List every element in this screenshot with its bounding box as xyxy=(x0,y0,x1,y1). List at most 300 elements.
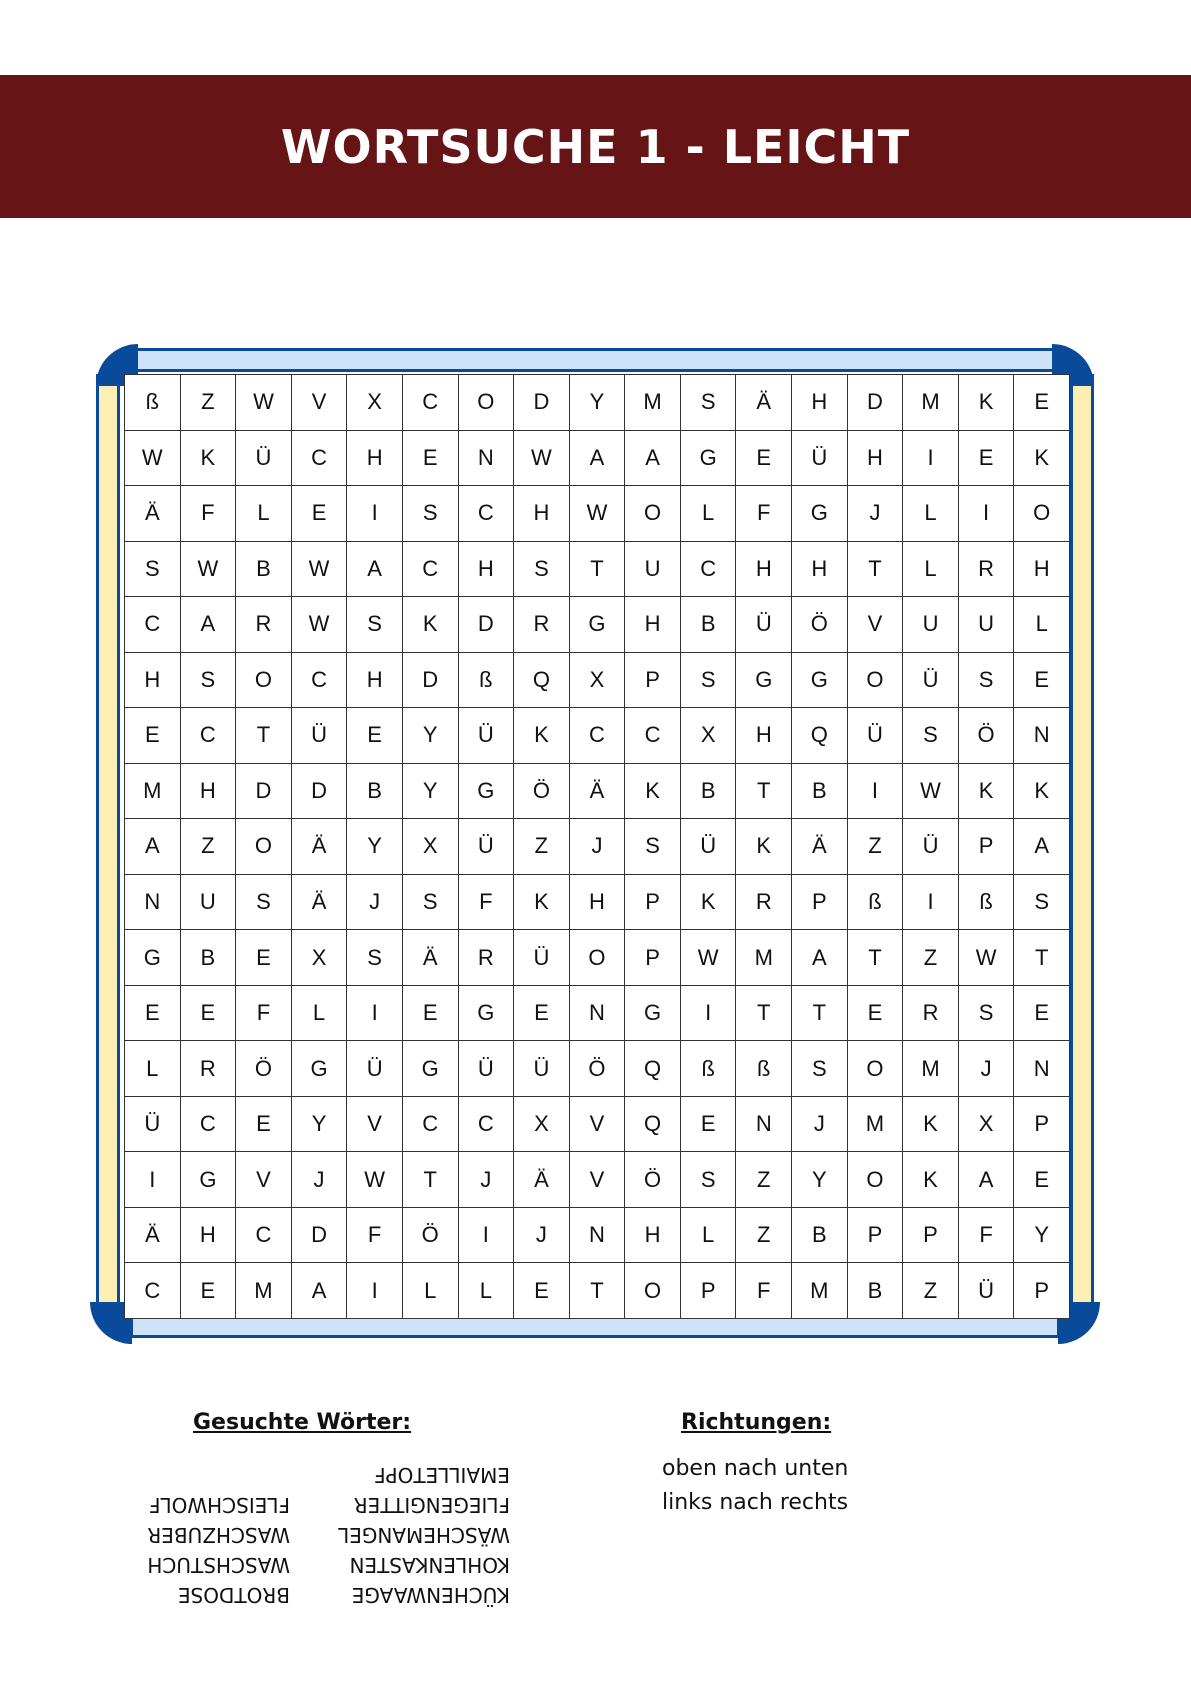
grid-cell[interactable]: G xyxy=(736,653,792,709)
grid-cell[interactable]: M xyxy=(848,1097,904,1153)
grid-cell[interactable]: A xyxy=(181,597,237,653)
grid-cell[interactable]: S xyxy=(181,653,237,709)
grid-cell[interactable]: N xyxy=(459,431,515,487)
grid-cell[interactable]: V xyxy=(848,597,904,653)
word-item: WASCHSTUCH xyxy=(147,1553,290,1577)
grid-cell[interactable]: E xyxy=(236,1097,292,1153)
grid-cell[interactable]: B xyxy=(347,764,403,820)
grid-cell[interactable]: I xyxy=(681,986,737,1042)
grid-cell[interactable]: C xyxy=(570,708,626,764)
grid-cell[interactable]: W xyxy=(681,930,737,986)
grid-cell[interactable]: E xyxy=(403,431,459,487)
grid-cell[interactable]: S xyxy=(959,986,1015,1042)
grid-cell[interactable]: Y xyxy=(347,819,403,875)
grid-cell[interactable]: S xyxy=(514,542,570,598)
grid-cell[interactable]: P xyxy=(625,653,681,709)
grid-cell[interactable]: T xyxy=(848,930,904,986)
grid-cell[interactable]: ß xyxy=(848,875,904,931)
grid-cell[interactable]: Ü xyxy=(292,708,348,764)
grid-cell[interactable]: I xyxy=(848,764,904,820)
grid-cell[interactable]: P xyxy=(1014,1097,1070,1153)
grid-cell[interactable]: T xyxy=(1014,930,1070,986)
grid-cell[interactable]: J xyxy=(347,875,403,931)
grid-cell[interactable]: Ü xyxy=(903,819,959,875)
frame-left-bar xyxy=(96,374,120,1318)
grid-cell[interactable]: C xyxy=(625,708,681,764)
grid-cell[interactable]: G xyxy=(570,597,626,653)
grid-cell[interactable]: ß xyxy=(459,653,515,709)
grid-cell[interactable]: C xyxy=(181,1097,237,1153)
grid-cell[interactable]: Ä xyxy=(736,375,792,431)
grid-cell[interactable]: X xyxy=(570,653,626,709)
grid-cell[interactable]: Y xyxy=(292,1097,348,1153)
grid-cell[interactable]: Z xyxy=(903,930,959,986)
grid-cell[interactable]: W xyxy=(514,431,570,487)
grid-cell[interactable]: Ä xyxy=(570,764,626,820)
grid-cell[interactable]: L xyxy=(403,1263,459,1319)
grid-cell[interactable]: D xyxy=(514,375,570,431)
grid-cell[interactable]: C xyxy=(403,375,459,431)
grid-cell[interactable]: B xyxy=(792,764,848,820)
grid-cell[interactable]: P xyxy=(959,819,1015,875)
grid-cell[interactable]: W xyxy=(181,542,237,598)
grid-cell[interactable]: K xyxy=(903,1152,959,1208)
directions-list xyxy=(662,1452,848,1520)
grid-cell[interactable]: I xyxy=(459,1208,515,1264)
grid-cell[interactable]: F xyxy=(236,986,292,1042)
grid-cell[interactable]: H xyxy=(1014,542,1070,598)
grid-cell[interactable]: C xyxy=(236,1208,292,1264)
grid-cell[interactable]: S xyxy=(1014,875,1070,931)
grid-cell[interactable]: U xyxy=(625,542,681,598)
grid-cell[interactable]: F xyxy=(736,1263,792,1319)
grid-cell[interactable]: Ö xyxy=(625,1152,681,1208)
grid-cell[interactable]: O xyxy=(625,1263,681,1319)
grid-cell[interactable]: G xyxy=(181,1152,237,1208)
grid-cell[interactable]: Ü xyxy=(236,431,292,487)
frame-top-bar xyxy=(130,348,1060,372)
grid-cell[interactable]: C xyxy=(292,431,348,487)
grid-cell[interactable]: M xyxy=(125,764,181,820)
grid-cell[interactable]: D xyxy=(236,764,292,820)
grid-cell[interactable]: O xyxy=(1014,486,1070,542)
grid-cell[interactable]: E xyxy=(1014,653,1070,709)
grid-cell[interactable]: V xyxy=(570,1097,626,1153)
grid-cell[interactable]: A xyxy=(347,542,403,598)
grid-cell[interactable]: K xyxy=(959,375,1015,431)
grid-cell[interactable]: A xyxy=(625,431,681,487)
grid-cell[interactable]: K xyxy=(625,764,681,820)
grid-cell[interactable]: N xyxy=(1014,708,1070,764)
grid-cell[interactable]: F xyxy=(736,486,792,542)
grid-cell[interactable]: F xyxy=(959,1208,1015,1264)
grid-cell[interactable]: ß xyxy=(681,1041,737,1097)
grid-cell[interactable]: H xyxy=(625,1208,681,1264)
grid-cell[interactable]: Ä xyxy=(125,486,181,542)
grid-cell[interactable]: D xyxy=(292,764,348,820)
grid-cell[interactable]: T xyxy=(792,986,848,1042)
grid-cell[interactable]: W xyxy=(347,1152,403,1208)
grid-cell[interactable]: R xyxy=(236,597,292,653)
grid-cell[interactable]: Ü xyxy=(903,653,959,709)
grid-cell[interactable]: U xyxy=(181,875,237,931)
grid-cell[interactable]: Ü xyxy=(736,597,792,653)
grid-cell[interactable]: C xyxy=(459,1097,515,1153)
grid-cell[interactable]: B xyxy=(848,1263,904,1319)
grid-cell[interactable]: G xyxy=(403,1041,459,1097)
grid-cell[interactable]: T xyxy=(570,542,626,598)
grid-cell[interactable]: Z xyxy=(514,819,570,875)
grid-cell[interactable]: B xyxy=(236,542,292,598)
grid-cell[interactable]: F xyxy=(347,1208,403,1264)
grid-cell[interactable]: Ä xyxy=(403,930,459,986)
grid-cell[interactable]: N xyxy=(736,1097,792,1153)
grid-cell[interactable]: K xyxy=(959,764,1015,820)
grid-cell[interactable]: Z xyxy=(736,1152,792,1208)
grid-cell[interactable]: A xyxy=(570,431,626,487)
frame-right-bar xyxy=(1070,374,1094,1318)
grid-cell[interactable]: O xyxy=(236,653,292,709)
grid-cell[interactable]: G xyxy=(125,930,181,986)
word-list-left xyxy=(136,1490,290,1610)
grid-cell[interactable]: E xyxy=(1014,1152,1070,1208)
grid-cell[interactable]: H xyxy=(736,542,792,598)
grid-cell[interactable]: E xyxy=(125,708,181,764)
grid-cell[interactable]: U xyxy=(903,597,959,653)
grid-cell[interactable]: B xyxy=(792,1208,848,1264)
grid-cell[interactable]: R xyxy=(514,597,570,653)
grid-cell[interactable]: L xyxy=(125,1041,181,1097)
grid-cell[interactable]: K xyxy=(1014,431,1070,487)
grid-cell[interactable]: K xyxy=(403,597,459,653)
grid-cell[interactable]: L xyxy=(292,986,348,1042)
grid-cell[interactable]: W xyxy=(959,930,1015,986)
directions-heading: Richtungen: xyxy=(681,1410,832,1435)
grid-cell[interactable]: Q xyxy=(625,1041,681,1097)
grid-cell[interactable]: H xyxy=(625,597,681,653)
grid-cell[interactable]: S xyxy=(959,653,1015,709)
grid-cell[interactable]: E xyxy=(181,986,237,1042)
grid-cell[interactable]: J xyxy=(792,1097,848,1153)
grid-cell[interactable]: G xyxy=(459,764,515,820)
grid-cell[interactable]: T xyxy=(570,1263,626,1319)
grid-cell[interactable]: X xyxy=(681,708,737,764)
grid-cell[interactable]: T xyxy=(736,764,792,820)
grid-cell[interactable]: P xyxy=(903,1208,959,1264)
grid-cell[interactable]: C xyxy=(292,653,348,709)
grid-cell[interactable]: Ü xyxy=(514,1041,570,1097)
grid-cell[interactable]: I xyxy=(347,486,403,542)
grid-cell[interactable]: X xyxy=(959,1097,1015,1153)
grid-cell[interactable]: Q xyxy=(792,708,848,764)
grid-cell[interactable]: K xyxy=(681,875,737,931)
grid-cell[interactable]: W xyxy=(236,375,292,431)
grid-cell[interactable]: S xyxy=(125,542,181,598)
grid-cell[interactable]: O xyxy=(570,930,626,986)
grid-cell[interactable]: Ä xyxy=(514,1152,570,1208)
grid-cell[interactable]: G xyxy=(625,986,681,1042)
grid-cell[interactable]: Ö xyxy=(792,597,848,653)
grid-cell[interactable]: A xyxy=(292,1263,348,1319)
grid-cell[interactable]: D xyxy=(848,375,904,431)
grid-cell[interactable]: Y xyxy=(403,764,459,820)
grid-cell[interactable]: P xyxy=(848,1208,904,1264)
grid-cell[interactable]: H xyxy=(570,875,626,931)
grid-cell[interactable]: Ö xyxy=(403,1208,459,1264)
grid-cell[interactable]: G xyxy=(681,431,737,487)
grid-cell[interactable]: R xyxy=(903,986,959,1042)
grid-cell[interactable]: Ä xyxy=(792,819,848,875)
grid-cell[interactable]: W xyxy=(903,764,959,820)
grid-cell[interactable]: L xyxy=(1014,597,1070,653)
grid-cell[interactable]: K xyxy=(514,708,570,764)
grid-cell[interactable]: Z xyxy=(181,375,237,431)
grid-cell[interactable]: R xyxy=(736,875,792,931)
grid-cell[interactable]: S xyxy=(403,875,459,931)
grid-cell[interactable]: W xyxy=(570,486,626,542)
grid-cell[interactable]: I xyxy=(347,1263,403,1319)
grid-cell[interactable]: L xyxy=(236,486,292,542)
grid-cell[interactable]: R xyxy=(959,542,1015,598)
grid-cell[interactable]: K xyxy=(903,1097,959,1153)
grid-cell[interactable]: B xyxy=(681,597,737,653)
grid-cell[interactable]: X xyxy=(403,819,459,875)
grid-cell[interactable]: E xyxy=(1014,986,1070,1042)
grid-cell[interactable]: I xyxy=(903,431,959,487)
grid-cell[interactable]: S xyxy=(236,875,292,931)
grid-cell[interactable]: Ü xyxy=(459,708,515,764)
grid-cell[interactable]: A xyxy=(959,1152,1015,1208)
grid-cell[interactable]: A xyxy=(792,930,848,986)
grid-cell[interactable]: H xyxy=(181,1208,237,1264)
grid-cell[interactable]: V xyxy=(347,1097,403,1153)
grid-cell[interactable]: E xyxy=(514,986,570,1042)
grid-cell[interactable]: J xyxy=(459,1152,515,1208)
grid-cell[interactable]: E xyxy=(514,1263,570,1319)
grid-cell[interactable]: E xyxy=(681,1097,737,1153)
grid-cell[interactable]: E xyxy=(848,986,904,1042)
grid-cell[interactable]: W xyxy=(125,431,181,487)
grid-cell[interactable]: S xyxy=(681,653,737,709)
grid-cell[interactable]: S xyxy=(347,597,403,653)
grid-cell[interactable]: C xyxy=(125,597,181,653)
grid-cell[interactable]: Z xyxy=(848,819,904,875)
grid-cell[interactable]: K xyxy=(736,819,792,875)
grid-cell[interactable]: A xyxy=(1014,819,1070,875)
grid-cell[interactable]: P xyxy=(1014,1263,1070,1319)
grid-cell[interactable]: K xyxy=(181,431,237,487)
grid-cell[interactable]: T xyxy=(736,986,792,1042)
grid-cell[interactable]: E xyxy=(236,930,292,986)
grid-cell[interactable]: P xyxy=(625,875,681,931)
grid-cell[interactable]: N xyxy=(125,875,181,931)
grid-cell[interactable]: S xyxy=(625,819,681,875)
grid-cell[interactable]: P xyxy=(792,875,848,931)
word-item: WASCHZUBER xyxy=(147,1523,290,1547)
grid-cell[interactable]: C xyxy=(681,542,737,598)
grid-cell[interactable]: V xyxy=(570,1152,626,1208)
grid-cell[interactable]: X xyxy=(292,930,348,986)
grid-cell[interactable]: M xyxy=(625,375,681,431)
grid-cell[interactable]: S xyxy=(681,1152,737,1208)
grid-cell[interactable]: G xyxy=(292,1041,348,1097)
grid-cell[interactable]: O xyxy=(848,1041,904,1097)
grid-cell[interactable]: H xyxy=(347,431,403,487)
grid-cell[interactable]: Ü xyxy=(792,431,848,487)
grid-cell[interactable]: E xyxy=(292,486,348,542)
grid-cell[interactable]: S xyxy=(792,1041,848,1097)
grid-cell[interactable]: Q xyxy=(514,653,570,709)
grid-cell[interactable]: R xyxy=(459,930,515,986)
grid-cell[interactable]: E xyxy=(125,986,181,1042)
grid-cell[interactable]: Q xyxy=(625,1097,681,1153)
grid-cell[interactable]: O xyxy=(848,1152,904,1208)
grid-cell[interactable]: H xyxy=(792,375,848,431)
grid-cell[interactable]: Ö xyxy=(959,708,1015,764)
grid-cell[interactable]: ß xyxy=(736,1041,792,1097)
grid-cell[interactable]: P xyxy=(681,1263,737,1319)
grid-cell[interactable]: S xyxy=(403,486,459,542)
grid-cell[interactable]: R xyxy=(181,1041,237,1097)
direction-item: oben nach unten xyxy=(662,1456,849,1481)
grid-cell[interactable]: S xyxy=(903,708,959,764)
grid-cell[interactable]: C xyxy=(181,708,237,764)
grid-cell[interactable]: D xyxy=(292,1208,348,1264)
grid-cell[interactable]: W xyxy=(292,542,348,598)
grid-cell[interactable]: U xyxy=(959,597,1015,653)
grid-cell[interactable]: D xyxy=(403,653,459,709)
grid-cell[interactable]: E xyxy=(736,431,792,487)
grid-cell[interactable]: J xyxy=(570,819,626,875)
grid-cell[interactable]: Ü xyxy=(848,708,904,764)
grid-cell[interactable]: Z xyxy=(181,819,237,875)
grid-cell[interactable]: A xyxy=(125,819,181,875)
grid-cell[interactable]: O xyxy=(236,819,292,875)
grid-cell[interactable]: D xyxy=(459,597,515,653)
grid-cell[interactable]: Ü xyxy=(459,819,515,875)
grid-cell[interactable]: M xyxy=(903,1041,959,1097)
grid-cell[interactable]: F xyxy=(181,486,237,542)
grid-cell[interactable]: H xyxy=(347,653,403,709)
grid-cell[interactable]: M xyxy=(236,1263,292,1319)
grid-cell[interactable]: M xyxy=(903,375,959,431)
grid-cell[interactable]: T xyxy=(848,542,904,598)
grid-cell[interactable]: C xyxy=(403,542,459,598)
grid-cell[interactable]: H xyxy=(792,542,848,598)
grid-cell[interactable]: B xyxy=(681,764,737,820)
grid-cell[interactable]: V xyxy=(236,1152,292,1208)
grid-cell[interactable]: H xyxy=(181,764,237,820)
grid-cell[interactable]: K xyxy=(1014,764,1070,820)
grid-cell[interactable]: Ü xyxy=(459,1041,515,1097)
grid-cell[interactable]: B xyxy=(181,930,237,986)
word-item: EMAILLETOPF xyxy=(374,1463,510,1487)
grid-cell[interactable]: I xyxy=(903,875,959,931)
grid-cell[interactable]: L xyxy=(459,1263,515,1319)
grid-cell[interactable]: Ä xyxy=(125,1208,181,1264)
grid-cell[interactable]: Ö xyxy=(570,1041,626,1097)
grid-cell[interactable]: P xyxy=(625,930,681,986)
grid-cell[interactable]: O xyxy=(625,486,681,542)
grid-cell[interactable]: H xyxy=(848,431,904,487)
grid-cell[interactable]: L xyxy=(681,486,737,542)
grid-cell[interactable]: M xyxy=(736,930,792,986)
grid-cell[interactable]: T xyxy=(236,708,292,764)
grid-cell[interactable]: I xyxy=(347,986,403,1042)
grid-cell[interactable]: ß xyxy=(125,375,181,431)
grid-cell[interactable]: Y xyxy=(570,375,626,431)
grid-cell[interactable]: J xyxy=(514,1208,570,1264)
grid-cell[interactable]: W xyxy=(292,597,348,653)
grid-cell[interactable]: M xyxy=(792,1263,848,1319)
grid-cell[interactable]: C xyxy=(403,1097,459,1153)
grid-cell[interactable]: Ä xyxy=(292,875,348,931)
grid-cell[interactable]: Y xyxy=(403,708,459,764)
page-title: WORTSUCHE 1 - LEICHT xyxy=(280,119,911,174)
grid-cell[interactable]: E xyxy=(347,708,403,764)
grid-cell[interactable]: Ü xyxy=(125,1097,181,1153)
grid-cell[interactable]: N xyxy=(570,986,626,1042)
grid-cell[interactable]: H xyxy=(459,542,515,598)
grid-cell[interactable]: ß xyxy=(959,875,1015,931)
grid-cell[interactable]: I xyxy=(959,486,1015,542)
grid-cell[interactable]: E xyxy=(959,431,1015,487)
grid-cell[interactable]: H xyxy=(125,653,181,709)
grid-cell[interactable]: S xyxy=(347,930,403,986)
grid-cell[interactable]: E xyxy=(1014,375,1070,431)
grid-cell[interactable]: X xyxy=(514,1097,570,1153)
grid-cell[interactable]: V xyxy=(292,375,348,431)
grid-cell[interactable]: I xyxy=(125,1152,181,1208)
grid-cell[interactable]: Ü xyxy=(959,1263,1015,1319)
grid-cell[interactable]: G xyxy=(459,986,515,1042)
grid-cell[interactable]: J xyxy=(292,1152,348,1208)
grid-cell[interactable]: Y xyxy=(792,1152,848,1208)
grid-cell[interactable]: L xyxy=(903,542,959,598)
grid-cell[interactable]: Ü xyxy=(681,819,737,875)
grid-cell[interactable]: L xyxy=(903,486,959,542)
grid-cell[interactable]: N xyxy=(570,1208,626,1264)
grid-cell[interactable]: T xyxy=(403,1152,459,1208)
grid-cell[interactable]: J xyxy=(848,486,904,542)
grid-cell[interactable]: Ü xyxy=(514,930,570,986)
grid-cell[interactable]: O xyxy=(459,375,515,431)
grid-cell[interactable]: F xyxy=(459,875,515,931)
grid-cell[interactable]: Z xyxy=(736,1208,792,1264)
grid-cell[interactable]: O xyxy=(848,653,904,709)
grid-cell[interactable]: S xyxy=(681,375,737,431)
grid-cell[interactable]: G xyxy=(792,486,848,542)
grid-cell[interactable]: Ö xyxy=(514,764,570,820)
grid-cell[interactable]: N xyxy=(1014,1041,1070,1097)
grid-cell[interactable]: X xyxy=(347,375,403,431)
grid-cell[interactable]: Ö xyxy=(236,1041,292,1097)
grid-cell[interactable]: Y xyxy=(1014,1208,1070,1264)
grid-cell[interactable]: Z xyxy=(903,1263,959,1319)
grid-cell[interactable]: E xyxy=(181,1263,237,1319)
grid-cell[interactable]: H xyxy=(736,708,792,764)
grid-cell[interactable]: E xyxy=(403,986,459,1042)
grid-cell[interactable]: C xyxy=(125,1263,181,1319)
grid-cell[interactable]: C xyxy=(459,486,515,542)
grid-cell[interactable]: Ä xyxy=(292,819,348,875)
grid-cell[interactable]: H xyxy=(514,486,570,542)
grid-cell[interactable]: G xyxy=(792,653,848,709)
grid-cell[interactable]: J xyxy=(959,1041,1015,1097)
grid-cell[interactable]: Ü xyxy=(347,1041,403,1097)
grid-cell[interactable]: K xyxy=(514,875,570,931)
grid-cell[interactable]: L xyxy=(681,1208,737,1264)
